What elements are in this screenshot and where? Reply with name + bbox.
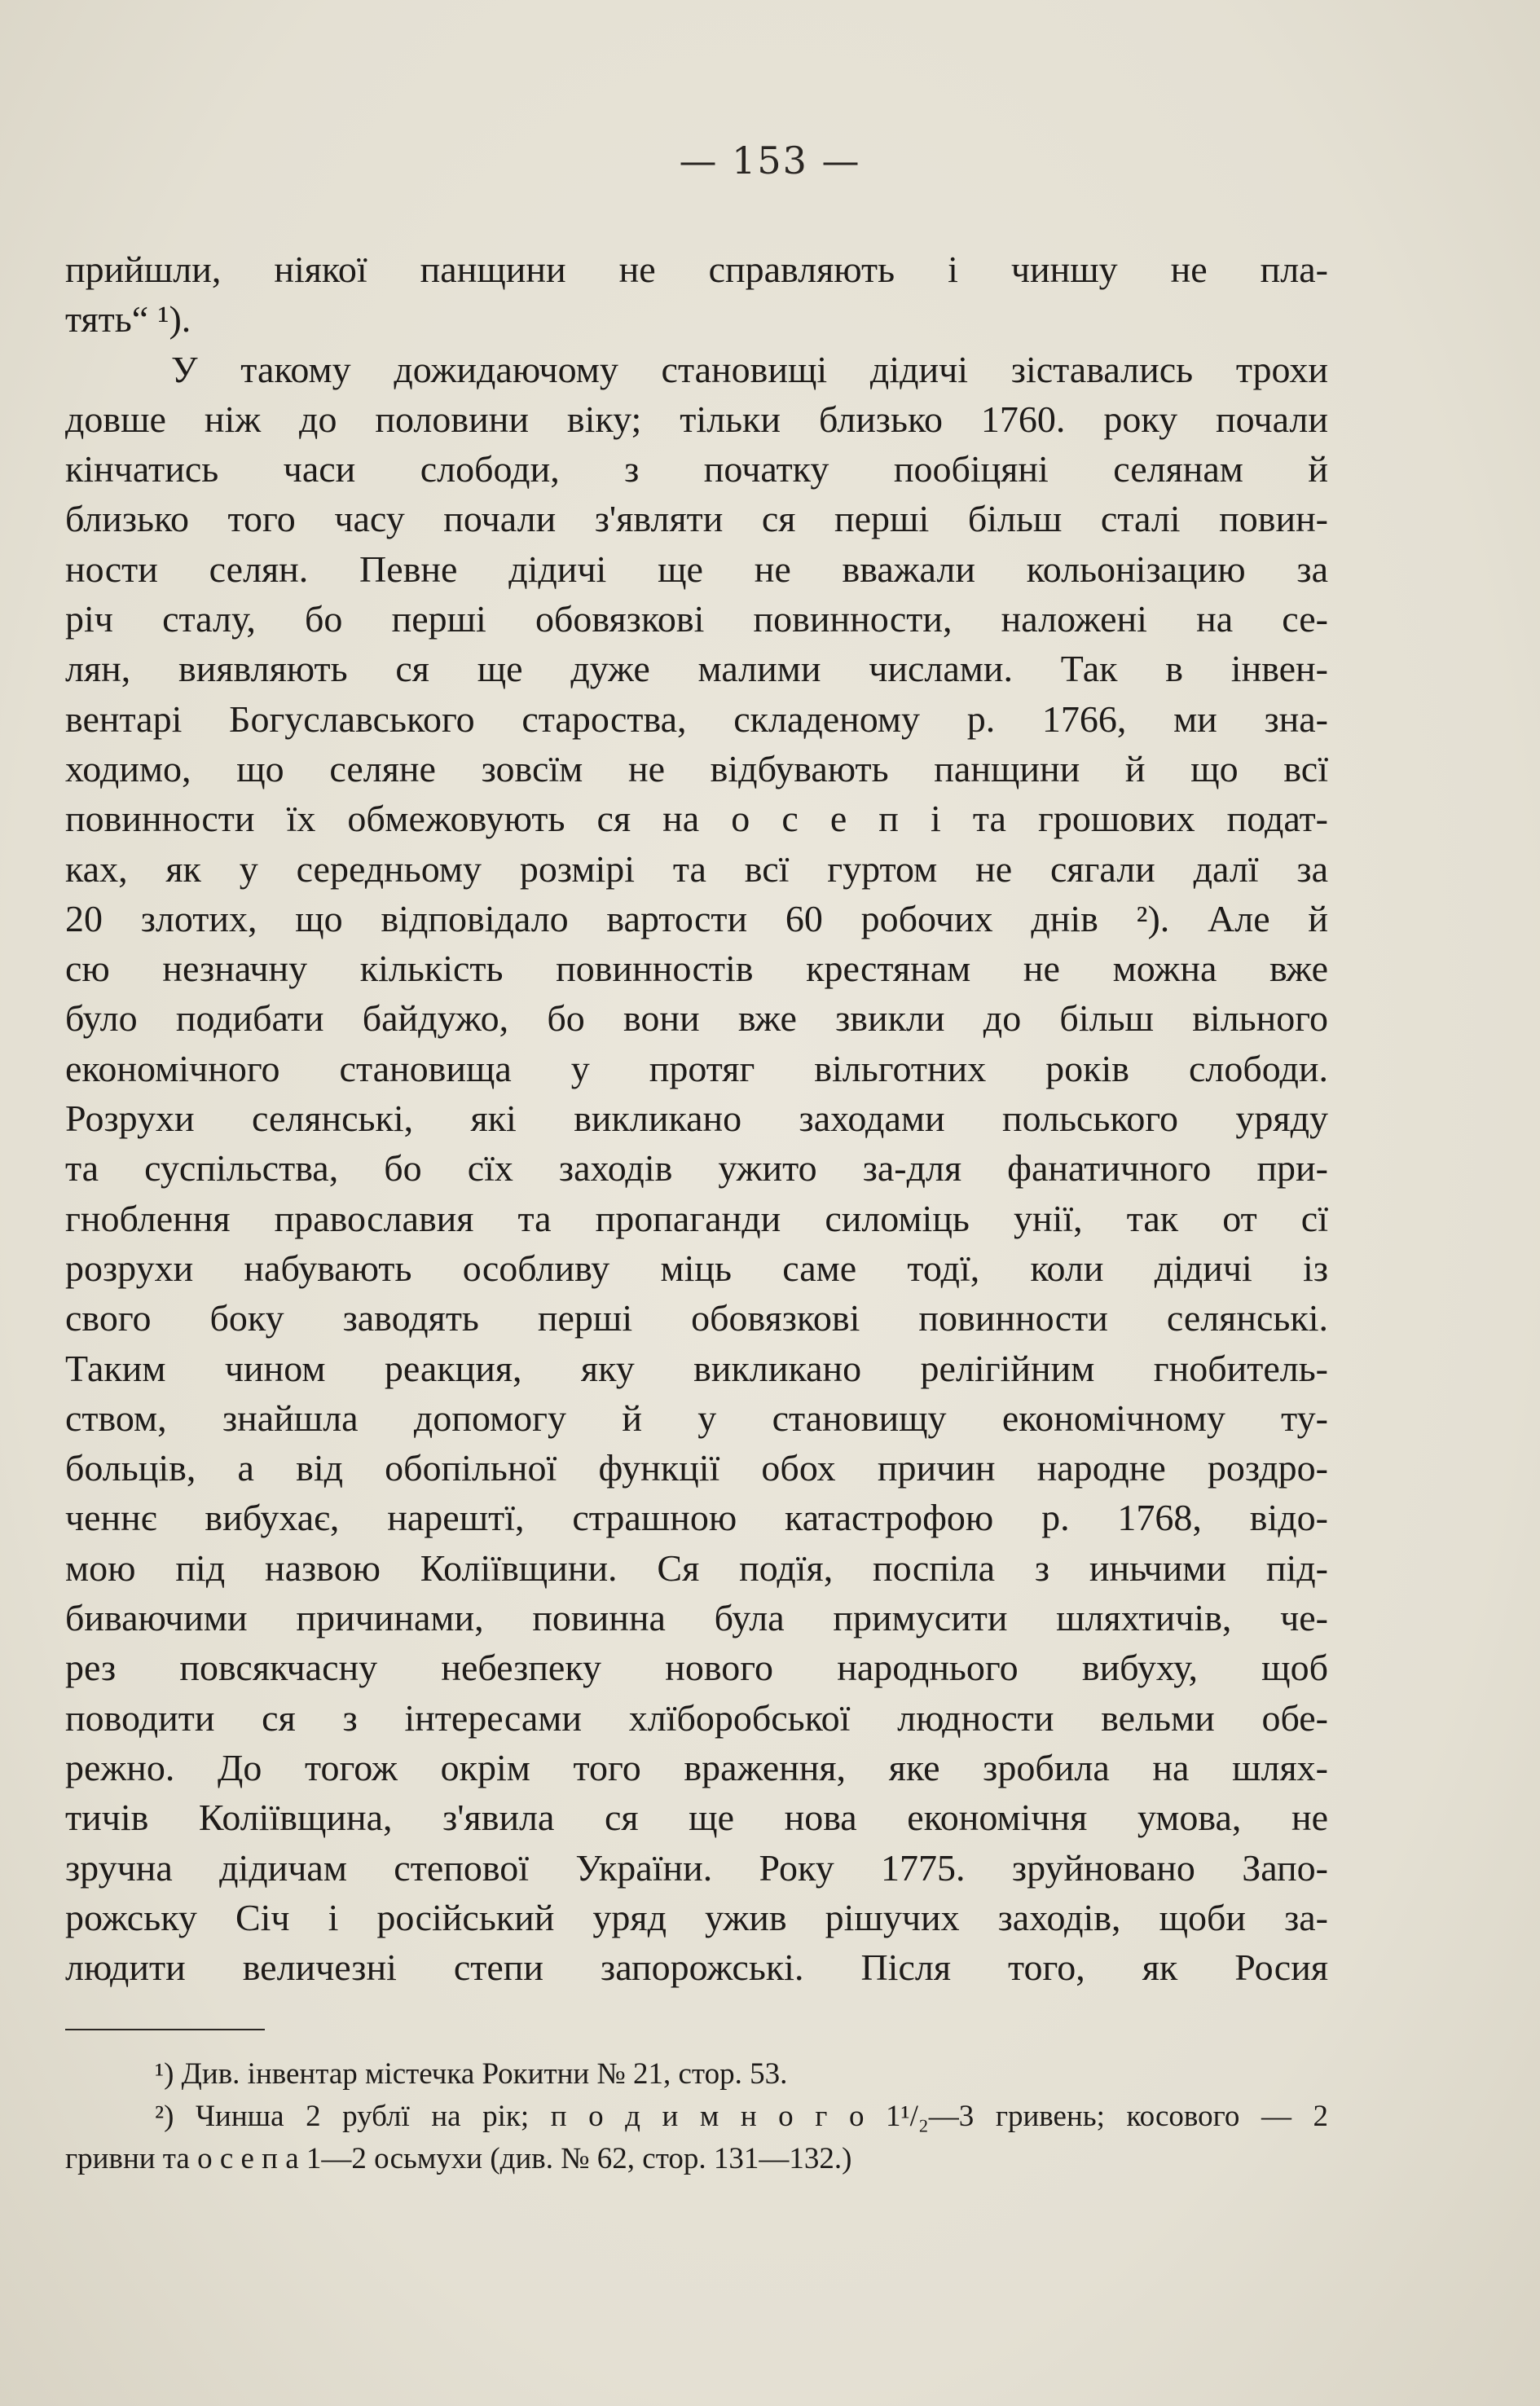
footnote-line: ²) Чинша 2 рублї на рік; п о д и м н о г о 1¹/₂—3 гривень; косового — 2 [155, 2100, 1328, 2133]
text-line: ходимо, що селяне зовсїм не відбувають панщини й що всї [65, 747, 1328, 790]
text-line: економічного становища у протяг вільготних років слободи. [65, 1047, 1328, 1089]
text-line: ности селян. Певне дідичі ще не вважали кольонізацию за [65, 548, 1328, 590]
text-line: лян, виявляють ся ще дуже малими числами. Так в інвен- [65, 648, 1328, 690]
text-line: Таким чином реакция, яку викликано релігійним гнобитель- [65, 1347, 1328, 1389]
footnotes [65, 2053, 1328, 2180]
page-number: — 153 — [679, 139, 861, 183]
footnote-line: гривни та о с е п а 1—2 осьмухи (див. № 62, стор. 131—132.) [65, 2142, 852, 2175]
text-line: людити величезні степи запорожські. Після того, як Росия [65, 1946, 1328, 1989]
text-line: ченнє вибухає, нарештї, страшною катастрофою р. 1768, відо- [65, 1497, 1328, 1539]
text-line: сю незначну кількість повинностів крестянам не можна вже [65, 948, 1328, 990]
text-line: річ сталу, бо перші обовязкові повинности, наложені на се- [65, 598, 1328, 640]
text-line: режно. До тогож окрім того враження, яке зробила на шлях- [65, 1746, 1328, 1788]
text-line: довше ніж до половини віку; тільки близько 1760. року почали [65, 398, 1328, 440]
body-text [65, 244, 1328, 1992]
text-line: Розрухи селянські, які викликано заходами польського уряду [65, 1097, 1328, 1140]
text-line: рожську Січ і російський уряд ужив рішучих заходів, щоби за- [65, 1896, 1328, 1938]
text-line: зручна дідичам степової України. Року 1775. зруйновано Запо- [65, 1846, 1328, 1889]
text-line: прийшли, ніякої панщини не справляють і чиншу не пла- [65, 249, 1328, 290]
text-line: повинности їх обмежовують ся на о с е п і та грошових подат- [65, 798, 1328, 840]
footnote-divider [65, 2029, 265, 2030]
text-line: вентарі Богуславського староства, складеному р. 1766, ми зна- [65, 697, 1328, 740]
text-line: свого боку заводять перші обовязкові повинности селянські. [65, 1297, 1328, 1339]
text-line: було подибати байдужо, бо вони вже звикли до більш вільного [65, 997, 1328, 1040]
text-line: тять“ ¹). [65, 298, 191, 341]
text-line: кінчатись часи слободи, з початку пообіцяні селянам й [65, 448, 1328, 490]
text-line: ках, як у середньому розмірі та всї гуртом не сягали далї за [65, 847, 1328, 890]
footnote-line: ¹) Див. інвентар містечка Рокитни № 21, стор. 53. [155, 2057, 788, 2091]
text-line: У такому дожидаючому становищі дідичі зіставались трохи [171, 348, 1328, 390]
text-line: тичів Коліївщина, з'явила ся ще нова економічня умова, не [65, 1797, 1328, 1839]
text-line: близько того часу почали з'являти ся перші більш сталі повин- [65, 498, 1328, 540]
text-line: розрухи набувають особливу міць саме тодї, коли дідичі із [65, 1247, 1328, 1289]
text-line: больців, а від обопільної функції обох причин народне роздро- [65, 1447, 1328, 1489]
text-line: биваючими причинами, повинна була примусити шляхтичів, че- [65, 1597, 1328, 1639]
text-line: рез повсякчасну небезпеку нового народнього вибуху, щоб [65, 1647, 1328, 1689]
text-line: поводити ся з інтересами хлїборобської людности вельми обе- [65, 1696, 1328, 1739]
text-line: 20 злотих, що відповідало вартости 60 робочих днів ²). Але й [65, 897, 1328, 939]
text-line: та суспільства, бо сїх заходів ужито за-для фанатичного при- [65, 1147, 1328, 1190]
text-line: мою під назвою Коліївщини. Ся подїя, поспіла з иньчими під- [65, 1546, 1328, 1589]
text-line: гноблення православия та пропаганди силоміць унії, так от сї [65, 1197, 1328, 1239]
text-line: ством, знайшла допомогу й у становищу економічному ту- [65, 1397, 1328, 1439]
